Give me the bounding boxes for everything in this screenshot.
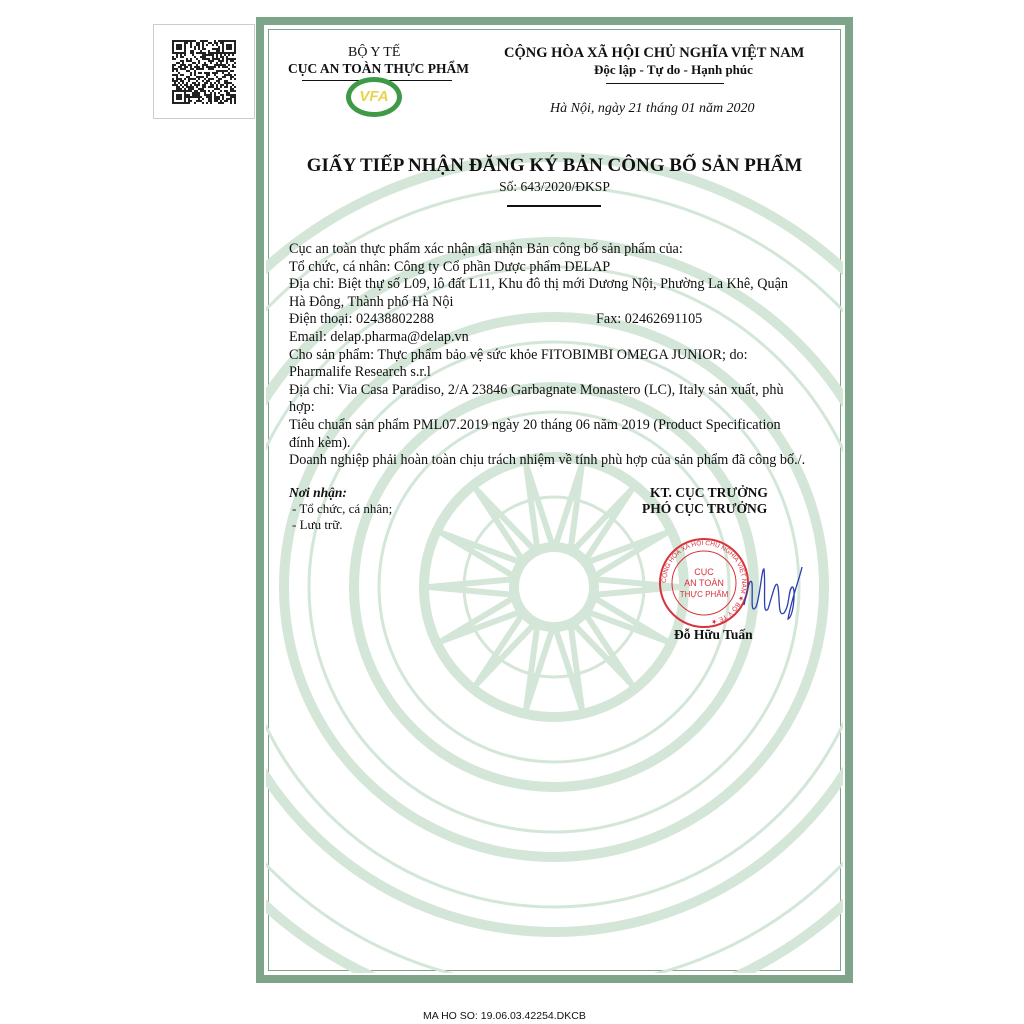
country-name: CỘNG HÒA XÃ HỘI CHỦ NGHĨA VIỆT NAM xyxy=(504,45,805,61)
document-title: GIẤY TIẾP NHẬN ĐĂNG KÝ BẢN CÔNG BỐ SẢN PHẨM xyxy=(306,155,803,176)
svg-text:THỰC PHẨM: THỰC PHẨM xyxy=(679,590,729,599)
recipient-item: - Tổ chức, cá nhân; xyxy=(292,501,393,516)
responsibility-statement: Doanh nghiệp phải hoàn toàn chịu trách nhiệm về tính phù hợp của sản phẩm đã công bố./. xyxy=(289,452,806,469)
agency-name: CỤC AN TOÀN THỰC PHẨM xyxy=(288,61,470,76)
standard-line: Tiêu chuẩn sản phẩm PML07.2019 ngày 20 tháng 06 năm 2019 (Product Specification xyxy=(289,416,781,433)
certificate-document xyxy=(256,17,853,983)
product-line: Pharmalife Research s.r.l xyxy=(289,364,431,381)
standard-line: đính kèm). xyxy=(289,434,351,451)
document-number: Số: 643/2020/ĐKSP xyxy=(499,179,610,194)
email: Email: delap.pharma@delap.vn xyxy=(289,328,469,345)
product-line: Cho sản phẩm: Thực phẩm bảo vệ sức khỏe FITOBIMBI OMEGA JUNIOR; do: xyxy=(289,346,748,363)
address-line: Địa chỉ: Biệt thự số L09, lô đất L11, Khu đô thị mới Dương Nội, Phường La Khê, Quận xyxy=(289,276,789,293)
dossier-code: MA HO SO: 19.06.03.42254.DKCB xyxy=(423,1010,586,1022)
organization: Tổ chức, cá nhân: Công ty Cổ phần Dược phẩm DELAP xyxy=(289,258,611,275)
recipient-item: - Lưu trữ. xyxy=(292,517,343,532)
svg-text:CỘNG HÒA XÃ HỘI CHỦ NGHĨA VIỆT: CỘNG HÒA XÃ HỘI CHỦ NGHĨA VIỆT NAM ★ BỘ Y TẾ ★ xyxy=(660,539,748,626)
handwritten-signature xyxy=(738,547,808,627)
manufacturer-address: Địa chỉ: Via Casa Paradiso, 2/A 23846 Garbagnate Monastero (LC), Italy sản xuất, phù xyxy=(289,381,784,398)
intro-text: Cục an toàn thực phẩm xác nhận đã nhận Bản công bố sản phẩm của: xyxy=(289,241,683,257)
signer-name: Đỗ Hữu Tuấn xyxy=(674,627,753,642)
address-line: Hà Đông, Thành phố Hà Nội xyxy=(289,293,454,310)
signer-subtitle: PHÓ CỤC TRƯỞNG xyxy=(642,501,768,516)
svg-text:AN TOÀN: AN TOÀN xyxy=(684,578,724,588)
fax: Fax: 02462691105 xyxy=(596,311,703,328)
ministry-name: BỘ Y TẾ xyxy=(348,45,401,60)
svg-text:CỤC: CỤC xyxy=(694,567,714,577)
vfa-logo: VFA xyxy=(346,77,402,117)
recipients-label: Nơi nhận: xyxy=(289,485,347,500)
document-body xyxy=(289,241,845,470)
motto: Độc lập - Tự do - Hạnh phúc xyxy=(594,62,753,77)
phone: Điện thoại: 02438802288 xyxy=(289,311,435,328)
signer-title: KT. CỤC TRƯỞNG xyxy=(650,485,768,500)
manufacturer-address: hợp: xyxy=(289,399,315,416)
qr-code xyxy=(153,24,255,119)
place-date: Hà Nội, ngày 21 tháng 01 năm 2020 xyxy=(550,101,755,116)
